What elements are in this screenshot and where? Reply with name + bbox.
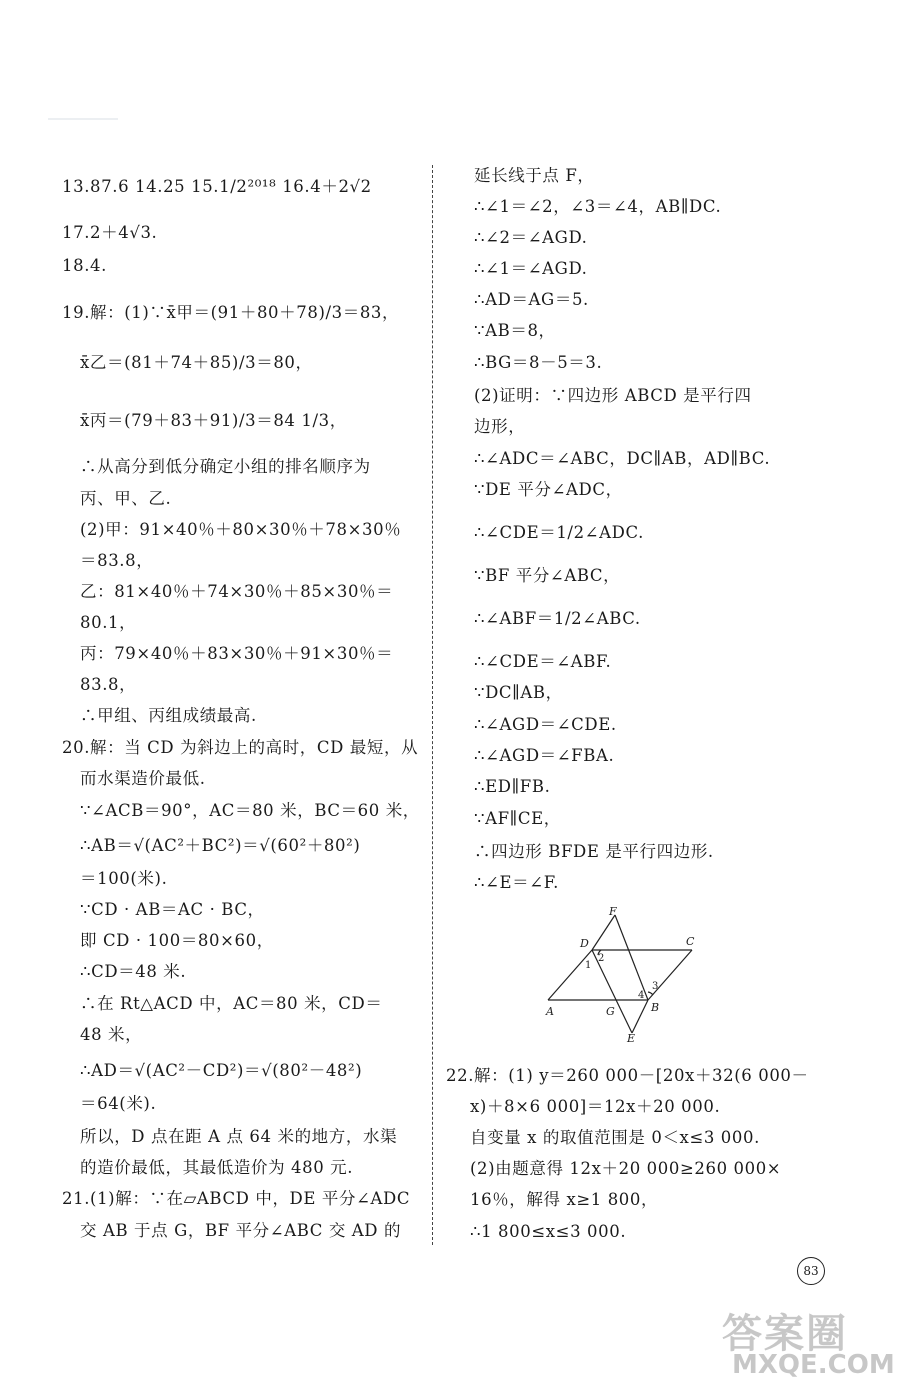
text-line: ＝100(米). bbox=[80, 869, 168, 888]
page-number: 83 bbox=[797, 1257, 825, 1285]
text-line: ∵CD · AB＝AC · BC， bbox=[80, 900, 265, 919]
text-line: 13.87.6 14.25 15.1/2²⁰¹⁸ 16.4＋2√2 bbox=[62, 177, 372, 196]
text-line: 20.解：当 CD 为斜边上的高时，CD 最短，从 bbox=[62, 738, 419, 757]
text-line: (2)由题意得 12x＋20 000≥260 000× bbox=[470, 1159, 782, 1178]
label-A: A bbox=[546, 1005, 554, 1018]
text-line: ＝64(米). bbox=[80, 1094, 157, 1113]
text-line: ∴AD＝AG＝5. bbox=[474, 290, 589, 309]
text-line: ＝83.8， bbox=[80, 551, 154, 570]
label-E: E bbox=[627, 1032, 636, 1043]
watermark-text: 答案圈 bbox=[722, 1311, 848, 1357]
text-line: 17.2＋4√3. bbox=[62, 223, 158, 242]
text-line: 83.8， bbox=[80, 675, 137, 694]
watermark-logo bbox=[712, 1300, 895, 1380]
label-angle-3: 3 bbox=[652, 981, 659, 992]
text-line: ∴1 800≤x≤3 000. bbox=[470, 1222, 627, 1241]
text-line: ∴∠ABF＝1/2∠ABC. bbox=[474, 609, 641, 628]
text-line: ∴∠E＝∠F. bbox=[474, 873, 560, 892]
text-line: ∴从高分到低分确定小组的排名顺序为 bbox=[80, 457, 371, 476]
watermark-site: MXQE.COM bbox=[732, 1350, 895, 1380]
text-line: ∴甲组、丙组成绩最高. bbox=[80, 706, 257, 725]
label-F: F bbox=[609, 905, 617, 918]
text-line: x)＋8×6 000]＝12x＋20 000. bbox=[470, 1097, 721, 1116]
text-line: 交 AB 于点 G，BF 平分∠ABC 交 AD 的 bbox=[80, 1221, 402, 1240]
text-line: 21.(1)解：∵在▱ABCD 中，DE 平分∠ADC bbox=[62, 1189, 411, 1208]
text-line: 即 CD · 100＝80×60， bbox=[80, 931, 274, 950]
text-line: 丙：79×40％＋83×30％＋91×30％＝ bbox=[80, 644, 394, 663]
text-line: ∵∠ACB＝90°，AC＝80 米，BC＝60 米， bbox=[80, 801, 420, 820]
text-line: x̄乙＝(81＋74＋85)/3＝80， bbox=[80, 353, 313, 372]
text-line: 延长线于点 F， bbox=[474, 166, 595, 185]
text-line: ∵AF∥CE， bbox=[474, 809, 561, 828]
scan-mark bbox=[48, 118, 118, 120]
text-line: ∴∠CDE＝1/2∠ADC. bbox=[474, 523, 644, 542]
column-divider bbox=[432, 165, 433, 1245]
text-line: ∵DC∥AB， bbox=[474, 683, 563, 702]
text-line: ∵AB＝8， bbox=[474, 321, 556, 340]
text-line: ∴∠ADC＝∠ABC，DC∥AB，AD∥BC. bbox=[474, 449, 771, 468]
label-B: B bbox=[651, 1001, 660, 1014]
text-line: (2)证明：∵四边形 ABCD 是平行四 bbox=[474, 386, 752, 405]
text-line: (2)甲：91×40％＋80×30％＋78×30％ bbox=[80, 520, 402, 539]
text-line: ∴AB＝√(AC²＋BC²)＝√(60²＋80²) bbox=[80, 836, 361, 855]
text-line: ∴∠1＝∠2，∠3＝∠4，AB∥DC. bbox=[474, 197, 722, 216]
label-C: C bbox=[686, 935, 695, 948]
text-line: 48 米， bbox=[80, 1025, 143, 1044]
text-line: ∴AD＝√(AC²－CD²)＝√(80²－48²) bbox=[80, 1061, 363, 1080]
label-angle-4: 4 bbox=[638, 990, 645, 1001]
text-line: 22.解：(1) y＝260 000－[20x＋32(6 000－ bbox=[446, 1066, 809, 1085]
text-line: 丙、甲、乙. bbox=[80, 489, 172, 508]
text-line: ∴CD＝48 米. bbox=[80, 962, 187, 981]
text-line: 边形， bbox=[474, 417, 526, 436]
text-line: ∴在 Rt△ACD 中，AC＝80 米，CD＝ bbox=[80, 994, 383, 1013]
text-line: ∴∠AGD＝∠CDE. bbox=[474, 715, 617, 734]
text-line: 所以，D 点在距 A 点 64 米的地方，水渠 bbox=[80, 1127, 398, 1146]
text-line: ∴四边形 BFDE 是平行四边形. bbox=[474, 842, 714, 861]
text-line: ∴ED∥FB. bbox=[474, 777, 551, 796]
label-angle-2: 2 bbox=[598, 953, 605, 964]
text-line: 乙：81×40％＋74×30％＋85×30％＝ bbox=[80, 582, 394, 601]
parallelogram-figure bbox=[538, 903, 720, 1043]
label-D: D bbox=[580, 937, 589, 950]
text-line: 16％，解得 x≥1 800， bbox=[470, 1190, 659, 1209]
label-G: G bbox=[606, 1005, 615, 1018]
text-line: ∴∠CDE＝∠ABF. bbox=[474, 652, 612, 671]
label-angle-1: 1 bbox=[585, 960, 592, 971]
text-line: ∵BF 平分∠ABC， bbox=[474, 566, 621, 585]
text-line: 19.解：(1)∵x̄甲＝(91＋80＋78)/3＝83， bbox=[62, 303, 400, 322]
text-line: 而水渠造价最低. bbox=[80, 769, 206, 788]
text-line: ∴BG＝8－5＝3. bbox=[474, 353, 603, 372]
text-line: 的造价最低，其最低造价为 480 元. bbox=[80, 1158, 354, 1177]
text-line: ∴∠1＝∠AGD. bbox=[474, 259, 588, 278]
text-line: 18.4. bbox=[62, 256, 107, 275]
text-line: ∵DE 平分∠ADC， bbox=[474, 480, 623, 499]
text-line: ∴∠2＝∠AGD. bbox=[474, 228, 588, 247]
text-line: 80.1， bbox=[80, 613, 137, 632]
text-line: 自变量 x 的取值范围是 0＜x≤3 000. bbox=[470, 1128, 760, 1147]
text-line: x̄丙＝(79＋83＋91)/3＝84 1/3， bbox=[80, 411, 347, 430]
text-line: ∴∠AGD＝∠FBA. bbox=[474, 746, 615, 765]
